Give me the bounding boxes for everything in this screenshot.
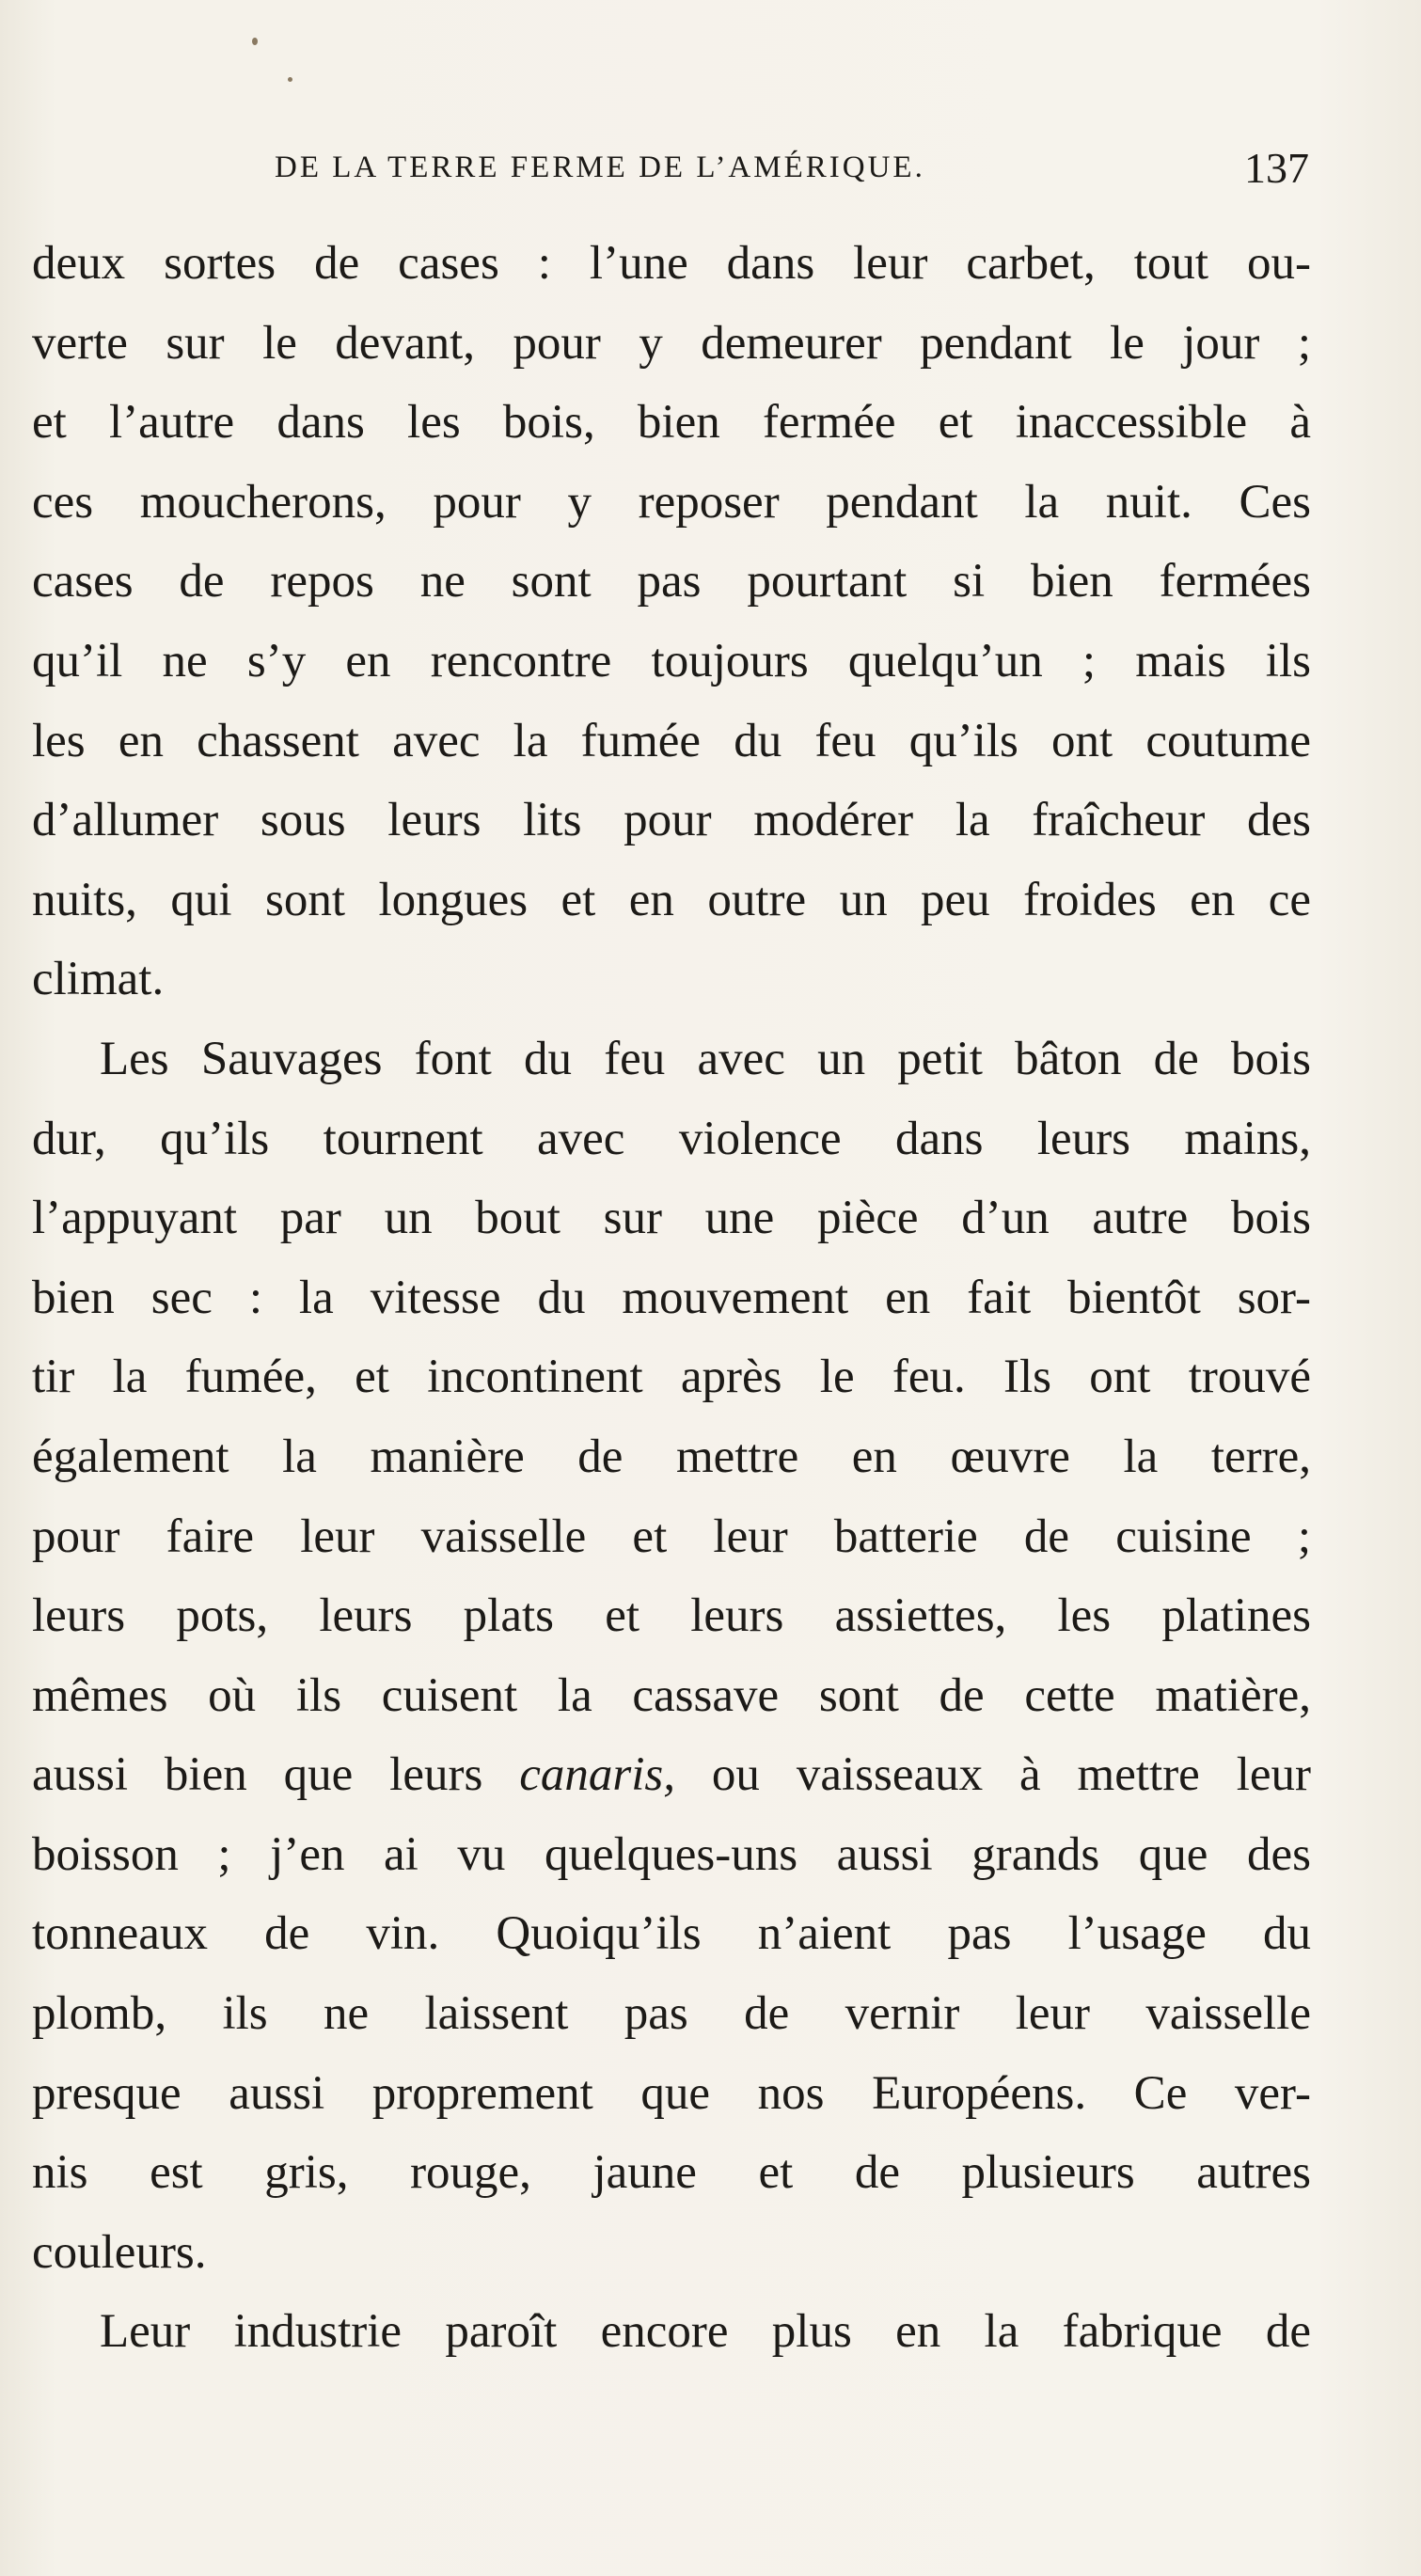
- text-line: mêmes où ils cuisent la cassave sont de cette matière,: [32, 1668, 1311, 1722]
- text-line: tonneaux de vin. Quoiqu’ils n’aient pas l’usage du: [32, 1907, 1311, 1961]
- text-line: Les Sauvages font du feu avec un petit bâton de bois: [100, 1032, 1311, 1085]
- text-line: tir la fumée, et incontinent après le feu. Ils ont trouvé: [32, 1351, 1311, 1404]
- page-number: 137: [1244, 144, 1309, 192]
- text-line: l’appuyant par un bout sur une pièce d’un autre bois: [32, 1192, 1311, 1245]
- text-line: également la manière de mettre en œuvre la terre,: [32, 1430, 1311, 1483]
- text-line: plomb, ils ne laissent pas de vernir leur vaisselle: [32, 1987, 1311, 2041]
- body-text: [32, 224, 1311, 2372]
- text-line: climat.: [32, 953, 165, 1006]
- text-line: dur, qu’ils tournent avec violence dans leurs mains,: [32, 1112, 1311, 1165]
- text-segment: aussi bien que leurs: [32, 1748, 483, 1802]
- text-line: les en chassent avec la fumée du feu qu’ils ont coutume: [32, 714, 1311, 767]
- italic-term: canaris,: [519, 1748, 675, 1802]
- text-line: qu’il ne s’y en rencontre toujours quelqu’un ; mais ils: [32, 634, 1311, 687]
- text-line: presque aussi proprement que nos Européens. Ce ver-: [32, 2066, 1311, 2120]
- text-line: deux sortes de cases : l’une dans leur carbet, tout ou-: [32, 237, 1311, 290]
- running-head: DE LA TERRE FERME DE L’AMÉRIQUE.: [275, 150, 925, 184]
- text-line: pour faire leur vaisselle et leur batterie de cuisine ;: [32, 1509, 1311, 1563]
- text-line: couleurs.: [32, 2225, 207, 2279]
- text-line: nuits, qui sont longues et en outre un peu froides en ce: [32, 873, 1311, 926]
- text-line: bien sec : la vitesse du mouvement en fait bientôt sor-: [32, 1271, 1311, 1324]
- text-line: d’allumer sous leurs lits pour modérer la fraîcheur des: [32, 794, 1311, 847]
- page-header: [275, 143, 1309, 199]
- text-line: ces moucherons, pour y reposer pendant la nuit. Ces: [32, 475, 1311, 529]
- text-line: verte sur le devant, pour y demeurer pendant le jour ;: [32, 316, 1311, 370]
- text-segment: ou vaisseaux à mettre leur: [711, 1748, 1312, 1802]
- text-line: cases de repos ne sont pas pourtant si bien fermées: [32, 555, 1311, 608]
- text-line: boisson ; j’en ai vu quelques-uns aussi grands que des: [32, 1827, 1311, 1881]
- text-line: et l’autre dans les bois, bien fermée et inaccessible à: [32, 396, 1311, 450]
- text-line-with-italic: [32, 1735, 1311, 1815]
- text-line: nis est gris, rouge, jaune et de plusieurs autres: [32, 2146, 1311, 2200]
- text-line: leurs pots, leurs plats et leurs assiettes, les platines: [32, 1589, 1311, 1643]
- text-line: Leur industrie paroît encore plus en la fabrique de: [100, 2305, 1311, 2359]
- ink-speck: [252, 38, 258, 45]
- ink-speck: [288, 77, 292, 82]
